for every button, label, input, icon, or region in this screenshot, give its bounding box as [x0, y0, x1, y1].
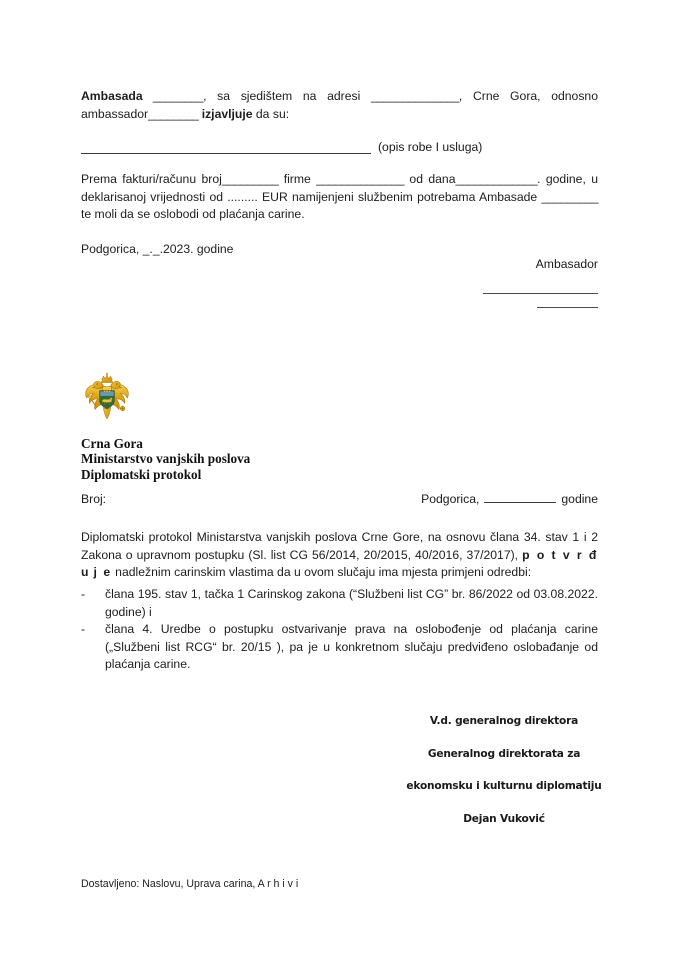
goods-description-row — [81, 140, 598, 154]
declaration-text-c: da su: — [252, 106, 290, 121]
goods-description-note: (opis robe I usluga) — [378, 140, 483, 154]
coat-of-arms-montenegro-icon — [81, 371, 133, 423]
declaration-text-b: , Crne Gora, odnosno ambassador — [81, 89, 598, 121]
director-title-line-3: ekonomsku i kulturnu diplomatiju — [406, 780, 602, 792]
embassy-name-blank-2: _________ — [541, 189, 598, 204]
year-label: godine — [561, 492, 598, 506]
list-item — [81, 586, 598, 621]
declaration-text-a: , sa sjedištem na adresi — [203, 89, 371, 103]
invoice-text-e: te moli da se oslobodi od plaćanja carine. — [81, 207, 305, 221]
invoice-date-blank: _____________ — [455, 172, 538, 186]
declaration-paragraph-1 — [81, 88, 598, 123]
list-item-text: člana 4. Uredbe o postupku ostvarivanje prava na oslobođenje od plaćanja carine („Službeni list RCG“ br. 20/15 ), pa je u konkretnom slučaju predviđeno oslobađanje od plaćanja carine. — [105, 622, 598, 671]
invoice-number-blank: _________ — [221, 172, 279, 186]
director-title-line-2: Generalnog direktorata za — [427, 747, 581, 760]
ambassador-signature-label: Ambasador — [535, 257, 598, 271]
spacer — [81, 224, 598, 241]
declaration-embassy-label: Ambasada — [81, 89, 143, 103]
goods-description-blank — [81, 140, 371, 154]
date-blank — [484, 491, 556, 503]
invoice-text-a: Prema fakturi/računu broj — [81, 172, 222, 186]
ministry-department: Diplomatski protokol — [81, 466, 202, 482]
company-name-blank: ______________ — [316, 172, 405, 186]
distribution-footer: Dostavljeno: Naslovu, Uprava carina, A r h i v i — [81, 878, 299, 890]
list-item — [81, 621, 598, 674]
declaration-paragraph-2 — [81, 171, 598, 224]
confirmation-part-2: nadležnim carinskim vlastima da u ovom slučaju ima mjesta primjeni odredbi: — [111, 565, 532, 579]
embassy-address-blank: ______________ — [370, 89, 459, 103]
embassy-name-blank: ________ — [142, 89, 204, 103]
broj-label: Broj: — [81, 492, 107, 506]
declaration-verb: izjavljuje — [201, 106, 253, 121]
place-label: Podgorica, — [421, 492, 480, 506]
spacer — [81, 123, 598, 140]
ministry-name: Ministarstvo vanjskih poslova — [81, 451, 251, 467]
confirmation-section — [81, 529, 598, 582]
ministry-header — [81, 436, 250, 482]
list-item-text: člana 195. stav 1, tačka 1 Carinskog zakona (“Službeni list CG” br. 86/2022 od 03.08.2022. godine) i — [105, 587, 598, 619]
declaration-section — [81, 88, 598, 271]
list-marker: - — [81, 587, 86, 601]
declaration-place-date: Podgorica, _._.2023. godine — [81, 241, 234, 256]
list-marker: - — [81, 622, 86, 636]
director-signature-block — [378, 715, 630, 825]
confirmation-emphasis-2: j e — [93, 565, 112, 579]
spacer — [81, 154, 598, 171]
ambassador-name-blank: ________ — [148, 106, 199, 121]
confirmation-paragraph — [81, 529, 598, 582]
director-title-line-1: V.d. generalnog direktora — [429, 715, 579, 727]
invoice-text-b: firme — [278, 172, 317, 186]
confirmation-emphasis-1: p o t v r đ u — [81, 547, 598, 579]
reference-row — [81, 491, 598, 507]
ambassador-signature-line-primary — [483, 293, 598, 294]
director-name: Dejan Vuković — [463, 812, 545, 825]
ministry-country: Crna Gora — [81, 436, 143, 451]
ambassador-signature-block — [81, 257, 598, 271]
date-group — [421, 491, 598, 507]
invoice-text-d: . godine, u deklarisanoj vrijednosti od ......... EUR namijenjeni službenim potrebama Ambasade — [81, 172, 598, 204]
ambassador-signature-line-secondary — [537, 307, 598, 308]
provisions-list — [81, 586, 598, 674]
invoice-text-c: od dana — [404, 172, 456, 186]
confirmation-part-1: Diplomatski protokol Ministarstva vanjskih poslova Crne Gore, na osnovu člana 34. stav 1 i 2 Zakona o upravnom postupku (Sl. list CG 56/2014, 20/2015, 40/2016, 37/2017), — [81, 530, 598, 562]
